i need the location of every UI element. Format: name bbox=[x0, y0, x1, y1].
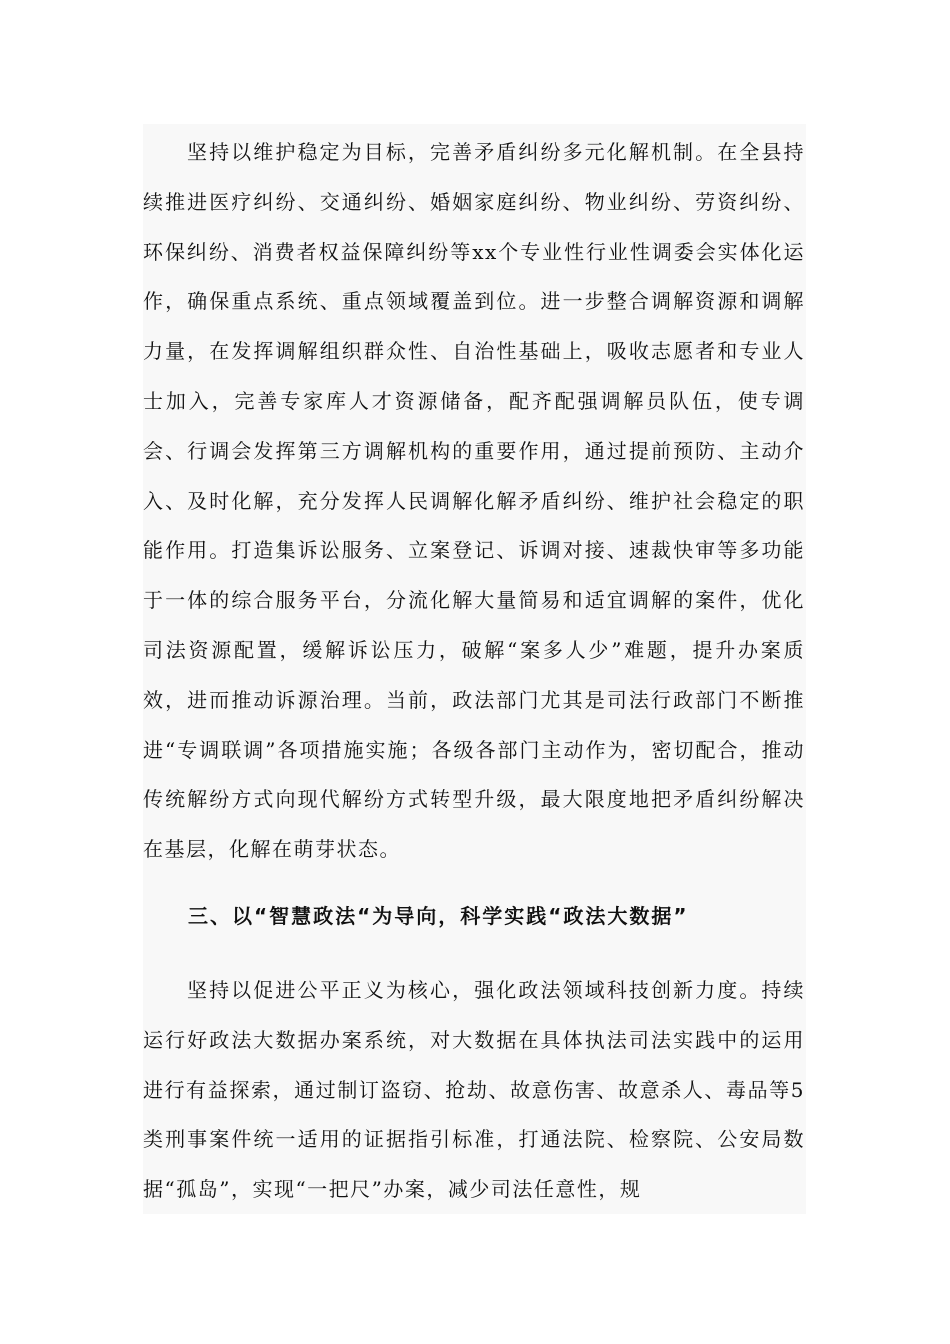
body-paragraph: 坚持以维护稳定为目标，完善矛盾纠纷多元化解机制。在全县持续推进医疗纠纷、交通纠纷、婚姻家庭纠纷、物业纠纷、劳资纠纷、环保纠纷、消费者权益保障纠纷等xx个专业性行业性调委会实体化运作，确保重点系统、重点领域覆盖到位。进一步整合调解资源和调解力量，在发挥调解组织群众性、自治性基础上，吸收志愿者和专业人士加入，完善专家库人才资源储备，配齐配强调解员队伍，使专调会、行调会发挥第三方调解机构的重要作用，通过提前预防、主动介入、及时化解，充分发挥人民调解化解矛盾纠纷、维护社会稳定的职能作用。打造集诉讼服务、立案登记、诉调对接、速裁快审等多功能于一体的综合服务平台，分流化解大量简易和适宜调解的案件，优化司法资源配置，缓解诉讼压力，破解“案多人少”难题，提升办案质效，进而推动诉源治理。当前，政法部门尤其是司法行政部门不断推进“专调联调”各项措施实施；各级各部门主动作为，密切配合，推动传统解纷方式向现代解纷方式转型升级，最大限度地把矛盾纠纷解决在基层，化解在萌芽状态。 bbox=[143, 140, 805, 862]
section-heading: 三、以“智慧政法“为导向，科学实践“政法大数据” bbox=[188, 904, 689, 928]
body-paragraph: 坚持以促进公平正义为核心，强化政法领域科技创新力度。持续运行好政法大数据办案系统，对大数据在具体执法司法实践中的运用进行有益探索，通过制订盗窃、抢劫、故意伤害、故意杀人、毒品等5类刑事案件统一适用的证据指引标准，打通法院、检察院、公安局数据“孤岛”，实现“一把尺”办案，减少司法任意性，规 bbox=[143, 978, 805, 1202]
